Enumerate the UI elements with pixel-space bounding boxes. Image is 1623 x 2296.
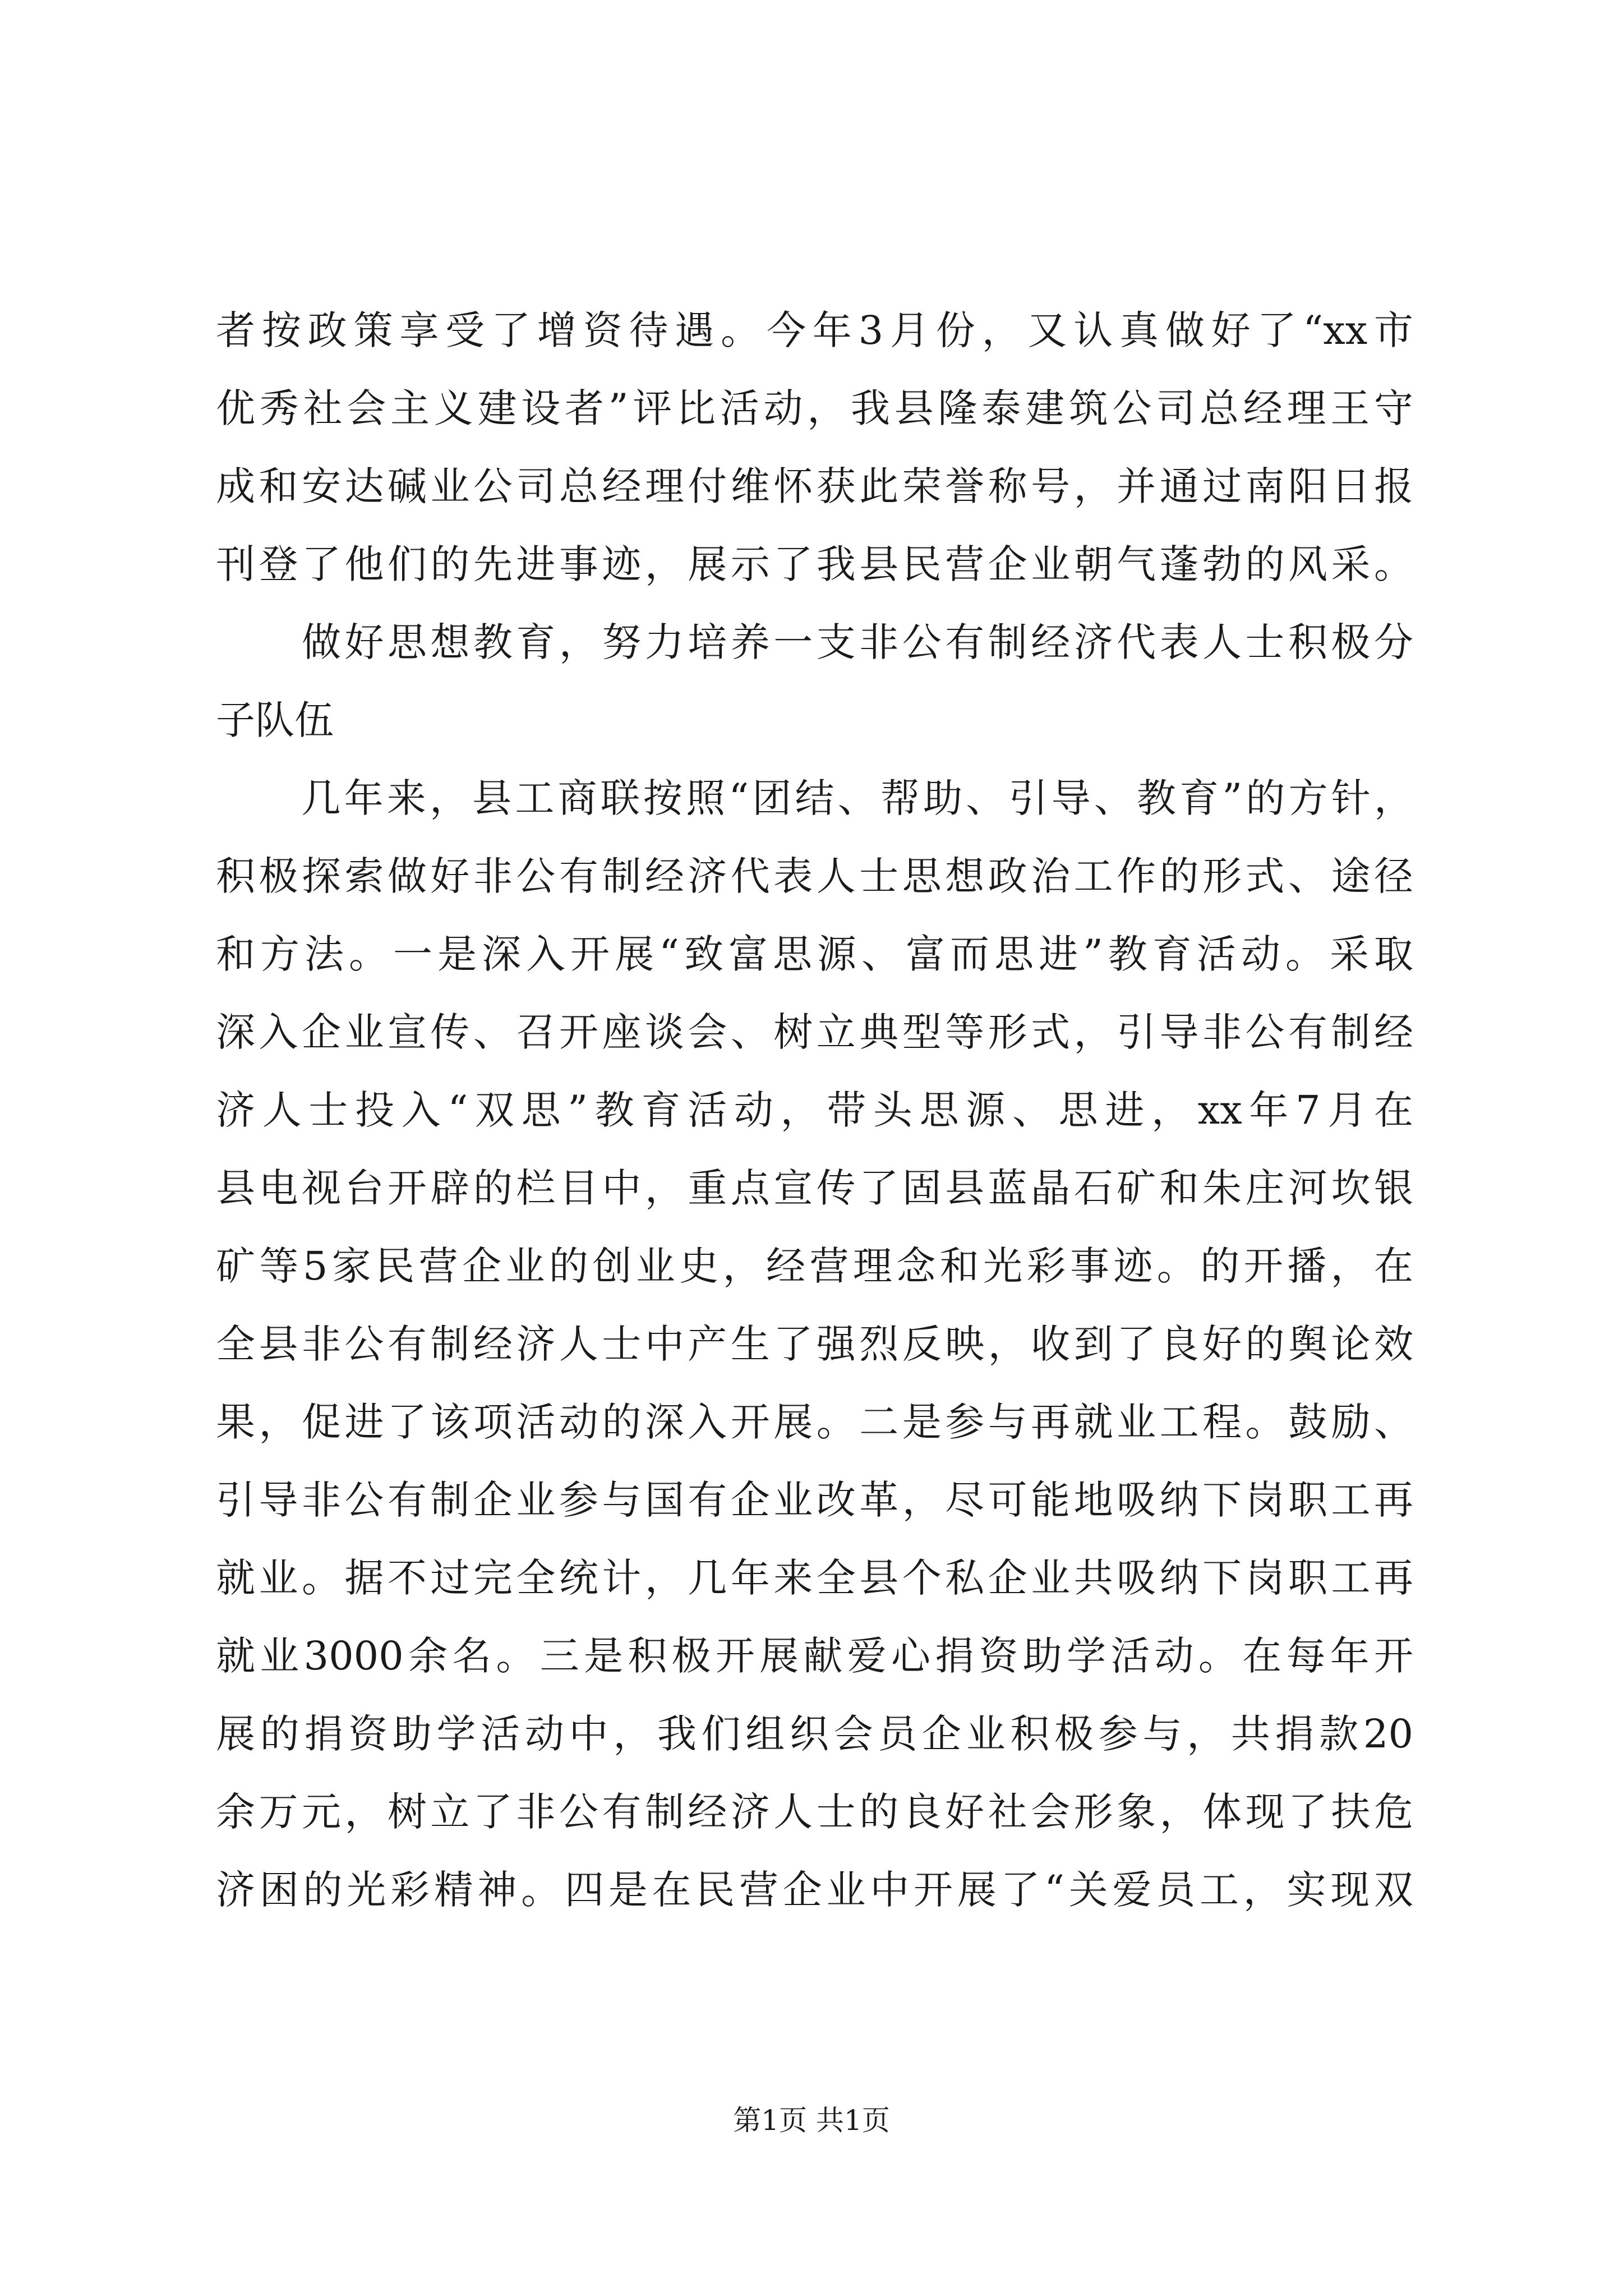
text-line-7: 几年来，县工商联按照“团结、帮助、引导、教育”的方针， [216,775,1413,821]
text-line-1: 者按政策享受了增资待遇。今年3月份，又认真做好了“xx市 [216,307,1413,353]
text-line-15: 果，促进了该项活动的深入开展。二是参与再就业工程。鼓励、 [216,1399,1413,1445]
text-line-17: 就业。据不过完全统计，几年来全县个私企业共吸纳下岗职工再 [216,1555,1413,1601]
text-line-2: 优秀社会主义建设者”评比活动，我县隆泰建筑公司总经理王守 [216,385,1413,431]
page-number-label: 第1页 共1页 [733,2104,890,2137]
text-line-14: 全县非公有制经济人士中产生了强烈反映，收到了良好的舆论效 [216,1321,1413,1367]
text-line-9: 和方法。一是深入开展“致富思源、富而思进”教育活动。采取 [216,931,1413,977]
text-line-13: 矿等5家民营企业的创业史，经营理念和光彩事迹。的开播，在 [216,1243,1413,1289]
text-line-4: 刊登了他们的先进事迹，展示了我县民营企业朝气蓬勃的风采。 [216,541,1413,587]
text-line-20: 余万元，树立了非公有制经济人士的良好社会形象，体现了扶危 [216,1789,1413,1835]
body-text [216,292,1413,1929]
text-line-11: 济人士投入“双思”教育活动，带头思源、思进，xx年7月在 [216,1087,1413,1133]
section-heading-line-1: 做好思想教育，努力培养一支非公有制经济代表人士积极分 [216,619,1413,665]
text-line-18: 就业3000余名。三是积极开展献爱心捐资助学活动。在每年开 [216,1633,1413,1679]
section-heading-line-2: 子队伍 [216,697,334,743]
text-line-3: 成和安达碱业公司总经理付维怀获此荣誉称号，并通过南阳日报 [216,463,1413,509]
text-line-21: 济困的光彩精神。四是在民营企业中开展了“关爱员工，实现双 [216,1867,1413,1913]
text-line-8: 积极探索做好非公有制经济代表人士思想政治工作的形式、途径 [216,853,1413,899]
text-line-16: 引导非公有制企业参与国有企业改革，尽可能地吸纳下岗职工再 [216,1477,1413,1523]
page-footer [0,2104,1623,2137]
text-line-10: 深入企业宣传、召开座谈会、树立典型等形式，引导非公有制经 [216,1009,1413,1055]
text-line-12: 县电视台开辟的栏目中，重点宣传了固县蓝晶石矿和朱庄河坎银 [216,1165,1413,1211]
text-line-19: 展的捐资助学活动中，我们组织会员企业积极参与，共捐款20 [216,1711,1413,1757]
